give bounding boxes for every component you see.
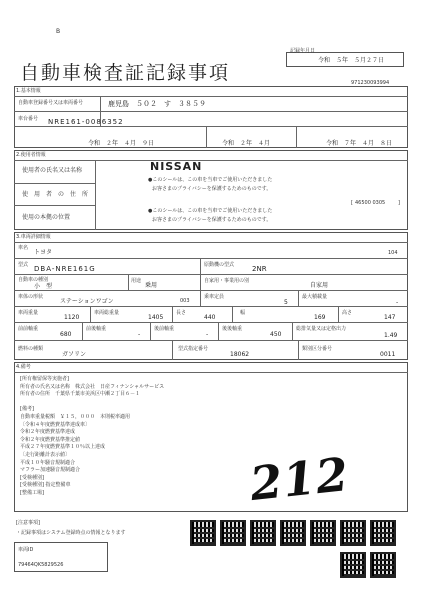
notes-line: 〔令和４年度燃費基準達成車〕: [20, 421, 91, 428]
nissan-logo: NISSAN: [150, 160, 203, 173]
private-value: 自家用: [310, 282, 329, 289]
qr-code-5: [310, 520, 336, 546]
notes-line: 平成１０年騒音規制適合: [20, 459, 76, 466]
type-no-value: 18062: [230, 351, 250, 358]
notice-label: [注意事項]: [16, 520, 40, 526]
load-value: -: [396, 299, 399, 306]
notes-lines: [20, 376, 220, 498]
notes-line: マフラー加速騒音規制適合: [20, 467, 81, 474]
maker-code: 104: [388, 250, 398, 256]
notes-line: 平成２７年度燃費基準１０％以上達成: [20, 444, 106, 451]
record-date-label: 記録年月日: [290, 48, 316, 54]
front-axle-value: 680: [60, 331, 72, 338]
capacity-label: 乗車定員: [204, 294, 225, 300]
gross-label: 車両総重量: [94, 310, 120, 316]
rear-axle-value: 450: [270, 331, 282, 338]
qr-code-9: [370, 552, 396, 578]
page-title: 自動車検査証記録事項: [20, 62, 231, 84]
front-axle-label: 前前軸重: [18, 326, 39, 332]
doc-number: 971230093994: [351, 80, 390, 86]
user-base-label: 使用の本拠の位置: [22, 214, 71, 221]
width-value: 169: [314, 314, 326, 321]
user-section-label: 2.使用者情報: [16, 152, 46, 158]
reg-no-value: 鹿児島 ５０２ す ３８５９: [108, 100, 206, 108]
b-mark: B: [56, 28, 61, 35]
notes-line: 所有者の氏名又は名称 株式会社 日産フィナンシャルサービス: [20, 383, 165, 390]
notes-line: 〔走行距離計表示値〕: [20, 451, 71, 458]
engine-value: 2NR: [252, 265, 267, 273]
qr-code-4: [280, 520, 306, 546]
usage-label: 用途: [131, 278, 142, 284]
disp-value: 1.49: [384, 332, 398, 339]
gross-value: 1405: [148, 314, 164, 321]
sticker-text-2: お客さまのプライバシーを保護するためのものです。: [152, 186, 272, 192]
handwritten-number: 212: [247, 446, 352, 512]
type-no-label: 型式指定番号: [178, 346, 209, 352]
kind-value: 小 型: [34, 283, 53, 290]
vehicle-id-value: 79464QK5829526: [18, 562, 64, 568]
length-value: 440: [204, 314, 216, 321]
notes-line: 所有者の住所 千葉県千葉市美浜区中瀬２丁目６－１: [20, 391, 141, 398]
notes-section-label: 4.備考: [16, 364, 31, 370]
model-label: 型式: [18, 262, 29, 268]
notes-line: [20, 399, 220, 407]
maker-label: 車名: [18, 245, 29, 251]
qr-code-6: [340, 520, 366, 546]
qr-code-3: [250, 520, 276, 546]
notes-line: 令和２年度燃費基準達成: [20, 429, 76, 436]
first-reg-value: 令和 ２年 ４月: [222, 140, 271, 147]
engine-label: 原動機の型式: [204, 262, 235, 268]
notes-line: 自動車重量税額 ￥１５，０００ 本則税率適用: [20, 413, 131, 420]
capacity-value: 5: [284, 299, 288, 306]
length-label: 長さ: [176, 310, 187, 316]
reg-date-value: 令和 ２年 ４月 ９日: [88, 140, 155, 147]
fuel-label: 燃料の種類: [18, 346, 44, 352]
body-value: ステーションワゴン: [60, 298, 114, 305]
qr-code-7: [370, 520, 396, 546]
kind-label: 自動車の種別: [18, 277, 49, 283]
user-address-label: 使 用 者 の 住 所: [22, 191, 89, 198]
reg-no-label: 自動車登録番号又は車両番号: [18, 100, 84, 106]
sticker-text-4: お客さまのプライバシーを保護するためのものです。: [152, 217, 272, 223]
load-label: 最大積載量: [302, 294, 328, 300]
notice-text: ・記録事項はシステム登録時点の情報となります: [16, 530, 126, 536]
disp-label: 総排気量又は定格出力: [296, 326, 347, 332]
height-label: 高さ: [342, 310, 353, 316]
class-no-value: 0011: [380, 351, 396, 358]
notes-line: [受検種別]: [20, 474, 44, 481]
record-date-value: 令和 ５年 ５月２７日: [318, 57, 385, 64]
user-name-label: 使用者の氏名又は名称: [22, 167, 83, 174]
notes-line: [受検種別] 指定整備車: [20, 482, 71, 489]
notes-line: [所有権留保等実施者]: [20, 376, 69, 382]
qr-code-2: [220, 520, 246, 546]
class-no-label: 類別区分番号: [302, 346, 333, 352]
rear-front-label: 後前軸重: [154, 326, 175, 332]
vin-value: NRE161-0086352: [48, 118, 124, 126]
fuel-value: ガソリン: [62, 351, 87, 358]
sticker-text-3: ●このシールは、この車を当車でご使用いただきました: [148, 208, 273, 214]
notes-line: 令和２年度燃費基準推定値: [20, 436, 81, 443]
front-rear-value: -: [138, 331, 141, 338]
height-value: 147: [384, 314, 396, 321]
user-code: 46500 0305: [355, 200, 386, 206]
weight-value: 1120: [64, 314, 80, 321]
usage-value: 乗用: [145, 282, 158, 289]
vehicle-section-label: 3.車両詳細情報: [16, 234, 51, 240]
sticker-text-1: ●このシールは、この車を当車でご使用いただきました: [148, 177, 273, 183]
front-rear-label: 前後軸重: [86, 326, 107, 332]
vin-label: 車台番号: [18, 116, 39, 122]
rear-axle-label: 後後軸重: [222, 326, 243, 332]
rear-front-value: -: [206, 331, 209, 338]
model-value: DBA-NRE161G: [34, 265, 96, 273]
basic-section-label: 1.基本情報: [16, 88, 41, 94]
maker-value: トヨタ: [34, 249, 53, 256]
qr-code-1: [190, 520, 216, 546]
body-label: 車体の形状: [18, 294, 44, 300]
weight-label: 車両重量: [18, 310, 39, 316]
vehicle-id-label: 車両ID: [18, 547, 34, 553]
expiry-value: 令和 ７年 ４月 ８日: [326, 140, 393, 147]
notes-line: [整備工場]: [20, 489, 44, 496]
width-label: 幅: [240, 310, 246, 316]
qr-code-8: [340, 552, 366, 578]
body-code: 003: [180, 298, 190, 304]
notes-line: [備考]: [20, 406, 34, 413]
private-label: 自家用・事業用の別: [204, 278, 250, 284]
